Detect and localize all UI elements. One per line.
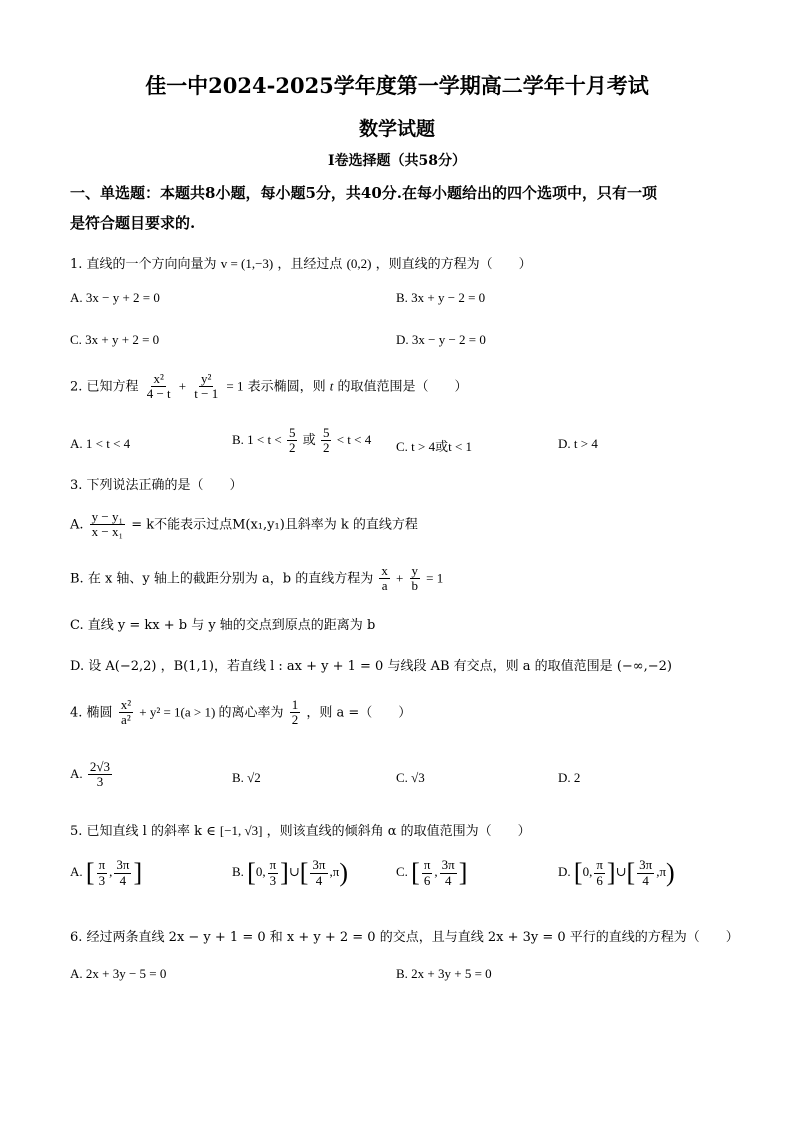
fraction: $\frac{\pi}{6}$	[423, 857, 431, 888]
question-1-option-d[interactable]: D. 3x − y − 2 = 0	[396, 332, 486, 347]
fraction: $\frac{\text{y²}}{t - 1}$	[194, 371, 219, 402]
fraction: $\frac{\pi}{3}$	[98, 857, 106, 888]
part-heading: Ⅰ卷选择题（共58分）	[327, 153, 467, 169]
fraction: $\frac{5}{2}$	[322, 425, 330, 456]
exam-title: 佳一中2024-2025学年度第一学期高二学年十月考试	[145, 73, 649, 98]
question-1-option-c[interactable]: C. 3x + y + 2 = 0	[70, 332, 160, 347]
question-3-stem: 3. 下列说法正确的是（ ）	[70, 478, 243, 493]
question-2-stem: 2. 已知方程 $\frac{\text{x²}}{4 - t}$ + $\frac{\text{y²}}{t - 1}$ = 1 表示椭圆，则 t 的取值范围是（ ）	[70, 371, 468, 402]
question-3-option-b[interactable]: B. 在 x 轴、y 轴上的截距分别为 a，b 的直线方程为 $\frac{x}{a}$ + $\frac{y}{b}$ = 1	[70, 563, 444, 594]
fraction: $\frac{y}{b}$	[411, 563, 418, 594]
fraction: $\frac{x}{a}$	[381, 563, 388, 594]
question-3-option-c[interactable]: C. 直线 y = kx + b 与 y 轴的交点到原点的距离为 b	[70, 618, 376, 633]
question-1-option-a[interactable]: A. 3x − y + 2 = 0	[70, 290, 160, 305]
question-6-option-b[interactable]: B. 2x + 3y + 5 = 0	[396, 966, 492, 981]
section-instruction-line2: 是符合题目要求的.	[70, 214, 196, 232]
fraction: $\frac{3\pi}{4}$	[639, 857, 653, 888]
question-2-option-c[interactable]: C. t > 4或t < 1	[396, 439, 473, 454]
question-4-option-a[interactable]: A. $\frac{2√3}{3}$	[70, 759, 111, 790]
question-5-option-a[interactable]: A. [ $\frac{\pi}{3}$ , $\frac{3\pi}{4}$ ]	[70, 857, 143, 888]
fraction: $\frac{\text{x²}}{4 - t}$	[146, 371, 171, 402]
exam-subtitle: 数学试题	[358, 118, 435, 140]
question-5-option-b[interactable]: B. [0, $\frac{\pi}{3}$ ]∪[ $\frac{3\pi}{4}$ ,π)	[232, 857, 348, 888]
question-4-option-d[interactable]: D. 2	[558, 770, 581, 785]
fraction: $\frac{3\pi}{4}$	[312, 857, 326, 888]
section-instruction-line1: 一、单选题：本题共8小题，每小题5分，共40分.在每小题给出的四个选项中，只有一项	[70, 184, 657, 202]
question-6-option-a[interactable]: A. 2x + 3y − 5 = 0	[70, 966, 167, 981]
question-4-option-c[interactable]: C. √3	[396, 770, 425, 785]
question-5-option-d[interactable]: D. [0, $\frac{\pi}{6}$ ]∪[ $\frac{3\pi}{4}$ ,π)	[558, 857, 675, 888]
direction-vector: v = (1,−3)	[220, 256, 274, 271]
question-1-option-b[interactable]: B. 3x + y − 2 = 0	[396, 290, 486, 305]
point: (0,2)	[346, 256, 372, 271]
fraction: $\frac{3\pi}{4}$	[116, 857, 130, 888]
question-2-option-d[interactable]: D. t > 4	[558, 436, 598, 451]
question-4-stem: 4. 椭圆 $\frac{\text{x²}}{\text{a²}}$ + y² = 1(a > 1) 的离心率为 $\frac{1}{2}$ ，则 a =（ ）	[70, 697, 412, 728]
fraction: $\frac{\pi}{6}$	[596, 857, 603, 888]
question-2-option-a[interactable]: A. 1 < t < 4	[70, 436, 131, 451]
slope-range: [−1, √3]	[219, 823, 263, 838]
fraction: $\frac{2√3}{3}$	[89, 759, 111, 790]
fraction: $\frac{5}{2}$	[288, 425, 296, 456]
question-1-stem: 1. 直线的一个方向向量为 v = (1,−3) ，且经过点 (0,2) ，则直线的方程为（ ）	[70, 256, 532, 272]
fraction: $\frac{3\pi}{4}$	[441, 857, 455, 888]
question-5-option-c[interactable]: C. [ $\frac{\pi}{6}$ , $\frac{3\pi}{4}$ ]	[396, 857, 468, 888]
question-6-stem: 6. 经过两条直线 2x − y + 1 = 0 和 x + y + 2 = 0 的交点，且与直线 2x + 3y = 0 平行的直线的方程为（ ）	[70, 930, 739, 945]
fraction: $\frac{\text{x²}}{\text{a²}}$	[120, 697, 132, 728]
fraction: $\frac{\pi}{3}$	[269, 857, 277, 888]
question-2-option-b[interactable]: B. 1 < t < $\frac{5}{2}$ 或 $\frac{5}{2}$ < t < 4	[232, 425, 372, 456]
question-3-option-a[interactable]: A. $\frac{\text{y − y₁}}{\text{x − x₁}}$ = k不能表示过点M(x₁,y₁)且斜率为 k 的直线方程	[70, 509, 418, 540]
fraction: $\frac{1}{2}$	[291, 697, 299, 728]
question-3-option-d[interactable]: D. 设 A(−2,2) ，B(1,1)，若直线 l : ax + y + 1 = 0 与线段 AB 有交点，则 a 的取值范围是 (−∞,−2)	[70, 659, 672, 674]
question-4-option-b[interactable]: B. √2	[232, 770, 261, 785]
fraction: $\frac{\text{y − y₁}}{\text{x − x₁}}$	[91, 509, 124, 540]
question-5-stem: 5. 已知直线 l 的斜率 k ∈ [−1, √3] ，则该直线的倾斜角 α 的取值范围为（ ）	[70, 823, 531, 839]
